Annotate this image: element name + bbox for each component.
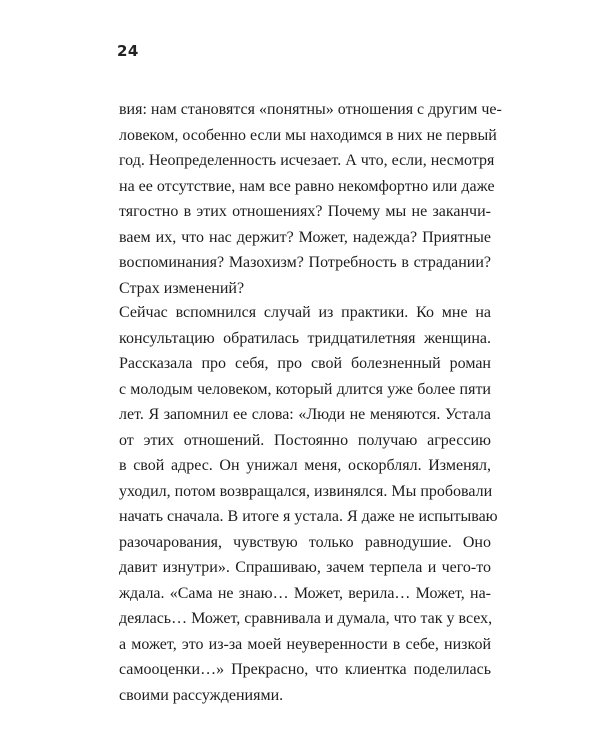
text-line: тягостно в этих отношениях? Почему мы не заканчи- <box>119 203 491 220</box>
text-line: Сейчас вспомнился случай из практики. Ко мне на <box>119 304 491 321</box>
text-line: ваем их, что нас держит? Может, надежда? Приятные <box>119 228 491 246</box>
text-line: Рассказала про себя, про свой болезненный роман <box>119 355 491 372</box>
text-line: на ее отсутствие, нам все равно некомфортно или даже <box>119 177 495 195</box>
text-line: самооценки…» Прекрасно, что клиентка поделилась <box>119 661 491 678</box>
text-line: воспоминания? Мазохизм? Потребность в страдании? <box>119 254 491 271</box>
text-line: в свой адрес. Он унижал меня, оскорблял. Изменял, <box>119 457 491 474</box>
text-line: а может, это из-за моей неуверенности в себе, низкой <box>119 635 491 653</box>
paragraph-1 <box>119 97 502 301</box>
text-line: своими рассуждениями. <box>119 686 284 704</box>
text-line: вия: нам становятся «понятны» отношения с другим че- <box>119 101 502 118</box>
text-line: с молодым человеком, который длится уже более пяти <box>119 380 491 398</box>
text-line: лет. Я запомнил ее слова: «Люди не меняются. Устала <box>119 406 491 423</box>
text-line: ловеком, особенно если мы находимся в них не первый <box>119 126 497 144</box>
text-line: Страх изменений? <box>119 279 245 297</box>
text-line: начать сначала. В итоге я устала. Я даже не испытываю <box>119 508 498 525</box>
text-line: консультацию обратилась тридцатилетняя женщина. <box>119 329 491 347</box>
text-line: уходил, потом возвращался, извинялся. Мы пробовали <box>119 482 493 500</box>
text-line: давит изнутри». Спрашиваю, зачем терпела и чего-то <box>119 559 491 576</box>
paragraph-2 <box>119 300 498 708</box>
page-number: 24 <box>117 42 139 60</box>
text-line: год. Неопределенность исчезает. А что, если, несмотря <box>119 152 495 169</box>
text-line: от этих отношений. Постоянно получаю агрессию <box>119 431 491 449</box>
text-line: деялась… Может, сравнивала и думала, что так у всех, <box>119 610 493 627</box>
text-line: разочарования, чувствую только равнодушие. Оно <box>119 533 491 551</box>
text-line: ждала. «Сама не знаю… Может, верила… Может, на- <box>119 584 491 602</box>
